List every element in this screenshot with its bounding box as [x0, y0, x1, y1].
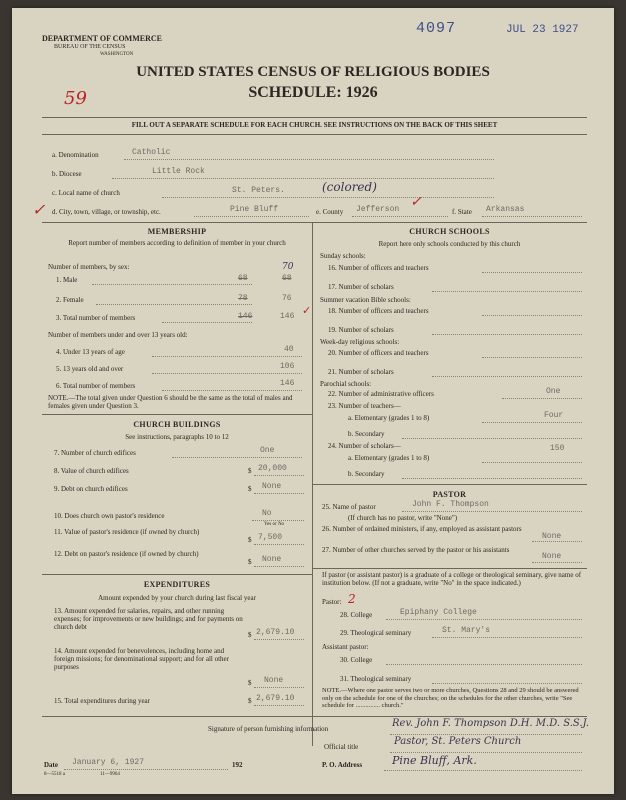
- members-by-age: Number of members under and over 13 years old:: [48, 331, 188, 339]
- q28-value: Epiphany College: [400, 608, 477, 617]
- official-title-value: Pastor, St. Peters Church: [394, 736, 522, 747]
- q8-value: 20,000: [258, 464, 287, 473]
- form-title: UNITED STATES CENSUS OF RELIGIOUS BODIES: [136, 64, 490, 80]
- form-subtitle: SCHEDULE: 1926: [248, 84, 378, 101]
- q13-label: 13. Amount expended for salaries, repairs, and other running expenses; for improvements or new buildings; and for payments on church debt: [54, 607, 243, 631]
- city-label: d. City, town, village, or township, etc.: [52, 208, 161, 216]
- diocese-value: Little Rock: [152, 167, 205, 176]
- signature-value: Rev. John F. Thompson D.H. M.D. S.S.J.: [392, 718, 589, 729]
- q5-value: 106: [280, 362, 295, 371]
- q29-value: St. Mary's: [442, 626, 491, 635]
- q24b-label: b. Secondary: [348, 470, 385, 478]
- denomination-value: Catholic: [132, 148, 171, 157]
- form-number-2: 11—9964: [100, 772, 120, 777]
- q14-dollar: $: [248, 679, 252, 687]
- q11-dollar: $: [248, 536, 252, 544]
- city-label: WASHINGTON: [100, 52, 134, 57]
- q5-label: 5. 13 years old and over: [56, 365, 124, 373]
- local-name-value: St. Peters.: [232, 186, 285, 195]
- po-address-label: P. O. Address: [322, 761, 363, 769]
- q12-dollar: $: [248, 558, 252, 566]
- membership-intro: Report number of members according to definition of member in your church: [68, 239, 286, 247]
- yes-or-no-hint: Yes or No: [264, 522, 285, 527]
- q29-label: 29. Theological seminary: [340, 629, 412, 637]
- q21-label: 21. Number of scholars: [328, 368, 394, 376]
- q10-label: 10. Does church own pastor's residence: [54, 512, 165, 520]
- membership-heading: MEMBERSHIP: [147, 227, 207, 236]
- pastor-red-mark: 2: [348, 592, 356, 606]
- q13-value: 2,679.10: [256, 628, 295, 637]
- q24-label: 24. Number of scholars—: [328, 442, 401, 450]
- form-number: 8—5518 a: [44, 772, 65, 777]
- q3-check: ✓: [302, 305, 312, 317]
- state-label: f. State: [452, 208, 472, 216]
- q2-label: 2. Female: [56, 296, 84, 304]
- q30-label: 30. College: [340, 656, 373, 664]
- q11-value: 7,500: [258, 533, 283, 542]
- q22-value: One: [546, 387, 561, 396]
- schools-intro: Report here only schools conducted by this church: [378, 240, 521, 248]
- q19-label: 19. Number of scholars: [328, 326, 394, 334]
- q10-value: No: [262, 509, 272, 518]
- po-address-value: Pine Bluff, Ark.: [392, 754, 477, 767]
- q12-label: 12. Debt on pastor's residence (if owned by church): [54, 550, 199, 558]
- q9-label: 9. Debt on church edifices: [54, 485, 128, 493]
- q2-value: 76: [282, 294, 292, 303]
- date-value: January 6, 1927: [72, 758, 145, 767]
- q3-value: 146: [280, 312, 295, 321]
- county-value: Jefferson: [356, 205, 400, 214]
- assistant-pastor-label: Assistant pastor:: [322, 643, 369, 651]
- q7-label: 7. Number of church edifices: [54, 449, 136, 457]
- q25-label: 25. Name of pastor: [322, 503, 376, 511]
- expenditures-sub: Amount expended by your church during last fiscal year: [98, 594, 256, 602]
- census-schedule-sheet: [12, 8, 614, 794]
- q23-label: 23. Number of teachers—: [328, 402, 401, 410]
- red-check-mark-2: ✓: [410, 194, 422, 210]
- date-label: Date: [44, 761, 58, 769]
- q3-label: 3. Total number of members: [56, 314, 136, 322]
- q12-value: None: [262, 555, 282, 564]
- q16-label: 16. Number of officers and teachers: [328, 264, 429, 272]
- q20-label: 20. Number of officers and teachers: [328, 349, 429, 357]
- q24a-label: a. Elementary (grades 1 to 8): [348, 454, 430, 462]
- membership-note: NOTE.—The total given under Question 6 should be the same as the total of males and females given under Question 3.: [48, 394, 293, 410]
- q9-value: None: [262, 482, 282, 491]
- q6-label: 6. Total number of members: [56, 382, 136, 390]
- q26-label: 26. Number of ordained ministers, if any, employed as assistant pastors: [322, 525, 522, 533]
- pastor-note: NOTE.—Where one pastor serves two or more churches, Questions 28 and 29 should be answered only on the schedule for one of the churches; on the schedules for the other churches, write "See schedule for ............... church.": [322, 687, 579, 709]
- sunday-schools: Sunday schools:: [320, 252, 366, 260]
- q8-label: 8. Value of church edifices: [54, 467, 129, 475]
- county-label: e. County: [316, 208, 344, 216]
- q2-original: 78: [238, 294, 248, 303]
- q7-value: One: [260, 446, 275, 455]
- parochial-schools: Parochial schools:: [320, 380, 372, 388]
- weekday-schools: Week-day religious schools:: [320, 338, 400, 346]
- q18-label: 18. Number of officers and teachers: [328, 307, 429, 315]
- q14-label: 14. Amount expended for benevolences, including home and foreign missions; for denominational support; and for all other purposes: [54, 647, 229, 671]
- schools-heading: CHURCH SCHOOLS: [409, 227, 490, 236]
- bureau-label: BUREAU OF THE CENSUS: [54, 44, 126, 50]
- pastor-label: Pastor:: [322, 598, 342, 606]
- q22-label: 22. Number of administrative officers: [328, 390, 434, 398]
- diocese-label: b. Diocese: [52, 170, 82, 178]
- q1-label: 1. Male: [56, 276, 78, 284]
- stamp-date: JUL 23 1927: [506, 24, 579, 36]
- q23a-label: a. Elementary (grades 1 to 8): [348, 414, 430, 422]
- q17-label: 17. Number of scholars: [328, 283, 394, 291]
- q27-label: 27. Number of other churches served by the pastor or his assistants: [322, 546, 510, 554]
- q14-value: None: [264, 676, 284, 685]
- buildings-heading: CHURCH BUILDINGS: [133, 420, 221, 429]
- local-name-label: c. Local name of church: [52, 189, 120, 197]
- q3-original: 146: [238, 312, 253, 321]
- buildings-sub: See instructions, paragraphs 10 to 12: [125, 433, 229, 441]
- red-check-mark: ✓: [32, 200, 46, 219]
- members-by-sex: Number of members, by sex:: [48, 263, 130, 271]
- q4-label: 4. Under 13 years of age: [56, 348, 125, 356]
- q15-dollar: $: [248, 697, 252, 705]
- q4-value: 40: [284, 345, 294, 354]
- q28-label: 28. College: [340, 611, 373, 619]
- summer-schools: Summer vacation Bible schools:: [320, 296, 411, 304]
- q27-value: None: [542, 552, 562, 561]
- red-annotation-number: 59: [64, 88, 87, 109]
- q15-label: 15. Total expenditures during year: [54, 697, 150, 705]
- denomination-label: a. Denomination: [52, 151, 99, 159]
- q24a-value: 150: [550, 444, 565, 453]
- colored-note: (colored): [322, 180, 377, 194]
- stamp-number: 4097: [416, 20, 457, 37]
- official-title-label: Official title: [324, 743, 359, 751]
- q23a-value: Four: [544, 411, 564, 420]
- q25-sub: (If church has no pastor, write "None"): [348, 514, 458, 522]
- q1-alt: 68: [282, 274, 292, 283]
- signature-label: Signature of person furnishing information: [208, 725, 329, 733]
- q31-label: 31. Theological seminary: [340, 675, 412, 683]
- q9-dollar: $: [248, 485, 252, 493]
- q15-value: 2,679.10: [256, 694, 295, 703]
- college-note: If pastor (or assistant pastor) is a graduate of a college or theological seminary, give name of institution below. (If not a graduate, write "No" in the space indicated.): [322, 571, 582, 587]
- q1-value: 70: [282, 262, 294, 272]
- q23b-label: b. Secondary: [348, 430, 385, 438]
- pastor-heading: PASTOR: [432, 490, 467, 499]
- instruction-line: FILL OUT A SEPARATE SCHEDULE FOR EACH CHURCH. SEE INSTRUCTIONS ON THE BACK OF THIS SHEET: [131, 121, 498, 129]
- q8-dollar: $: [248, 467, 252, 475]
- q11-label: 11. Value of pastor's residence (if owned by church): [54, 528, 200, 536]
- q13-dollar: $: [248, 631, 252, 639]
- city-value: Pine Bluff: [230, 205, 279, 214]
- q26-value: None: [542, 532, 562, 541]
- department-label: DEPARTMENT OF COMMERCE: [42, 34, 163, 43]
- q1-original: 68: [238, 274, 248, 283]
- expenditures-heading: EXPENDITURES: [143, 580, 211, 589]
- q6-value: 146: [280, 379, 295, 388]
- state-value: Arkansas: [486, 205, 525, 214]
- date-suffix: 192: [232, 761, 243, 769]
- q25-value: John F. Thompson: [412, 500, 489, 509]
